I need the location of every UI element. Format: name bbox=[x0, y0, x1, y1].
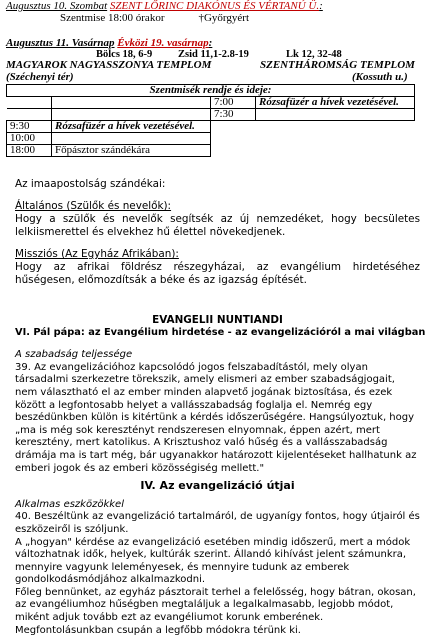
section-text-freedom: 39. Az evangelizációhoz kapcsolódó jogos felszabadítástól, mely olyan társadalmi szerkezetre törekszik, amely elismeri az ember szabadságjogait, nem választható el az ember minden alapvető jogának biztosítása, és ezek között a legfontosabb helyet a vallásszabadság foglalja el. Nemrég egy beszédünkben külön is kitértünk a kérdés időszerűségére. Hangsúlyoztuk, hogy „ma is még sok keresztényt rendszeresen elnyomnak, éppen azért, mert keresztény, mert katolikus. A Krisztushoz való hűség és a vallásszabadság drámája ma is tart még, bár ugyanakkor határozott kijelentéseket hallhatunk az emberi jogok és az emberi közösségiség mellett." bbox=[15, 361, 417, 474]
mission-intention-text: Hogy az afrikai földrész részegyházai, az evangélium hirdetéséhez hűségesen, előmozdítsák a béke és az igazság építését. bbox=[15, 261, 420, 286]
saturday-saint: SZENT LŐRINC DIAKÓNUS ÉS VÉRTANÚ Ü. bbox=[109, 0, 320, 12]
schedule-left-time: 10:00 bbox=[7, 133, 52, 145]
section-text-means-2: A „hogyan" kérdése az evangelizáció esetében mindig időszerű, mert a módok változhatnak idők, helyek, kultúrák szerint. Állandó kihívást jelent számunkra, mennyire vagyunk leleményesek, és mennyire tudunk az emberek gondolkodásmódjához alkalmazkodni. bbox=[15, 536, 411, 586]
sunday-colon: : bbox=[208, 37, 213, 49]
schedule-right-time: 7:30 bbox=[211, 109, 256, 121]
table-row bbox=[7, 121, 415, 133]
saturday-mass-intention: †Győrgyért bbox=[198, 12, 249, 24]
table-row bbox=[7, 109, 415, 121]
section-text-means-3: Főleg bennünket, az egyház pásztorait terhel a felelősség, hogy bátran, okosan, az evangéliumhoz hűségben megtaláljuk a legalkalmasabb, legjobb módot, miként adjuk tovább ezt az evangéliumot korunk emberének. Megfontolásunkban csupán a legfőbb módokra térünk ki. bbox=[15, 586, 416, 636]
saturday-date: Augusztus 10. Szombat bbox=[6, 0, 108, 12]
schedule-left-time: 18:00 bbox=[7, 145, 52, 157]
reading-gospel-text: Lk 12, 32-48 bbox=[286, 49, 342, 60]
schedule-right-time: 7:00 bbox=[211, 97, 256, 109]
schedule-right-text: Rózsafüzér a hívek vezetésével. bbox=[256, 97, 415, 109]
saturday-line bbox=[6, 0, 323, 12]
church-left-name: MAGYAROK NAGYASSZONYA TEMPLOM bbox=[6, 59, 212, 71]
schedule-title: Szentmisék rendje és ideje: bbox=[7, 85, 415, 97]
schedule-left-text: Főpásztor szándékára bbox=[52, 145, 211, 157]
saturday-mass-line bbox=[60, 12, 249, 24]
document-title: EVANGELII NUNTIANDI bbox=[152, 314, 283, 326]
reading-first: Bölcs 18, 6-9 bbox=[96, 49, 153, 60]
general-intention-title: Általános (Szülők és nevelők): bbox=[15, 200, 172, 212]
document-subtitle: VI. Pál pápa: az Evangélium hirdetése - az evangelizációról a mai világban bbox=[15, 326, 426, 338]
table-row bbox=[7, 145, 415, 157]
table-row bbox=[7, 97, 415, 109]
saturday-mass-time: Szentmise 18:00 órakor bbox=[60, 12, 165, 24]
mass-schedule-table bbox=[6, 84, 415, 157]
sunday-date: Augusztus 11. Vasárnap bbox=[6, 37, 115, 49]
reading-second-text: Zsid 11,1-2.8-19 bbox=[178, 49, 249, 60]
schedule-right-text bbox=[256, 109, 415, 121]
section-text-means-1: 40. Beszéltünk az evangelizáció tartalmáról, de ugyanígy fontos, hogy útjairól és eszközeiről is szóljunk. bbox=[15, 511, 420, 535]
church-right-address: (Kossuth u.) bbox=[352, 71, 408, 83]
prayer-intentions bbox=[15, 178, 420, 287]
general-intention-text: Hogy a szülők és nevelők segítsék az új nemzedéket, hogy becsületes lelkiismerettel és elvekhez hű élettel növekedjenek. bbox=[15, 213, 420, 238]
sunday-name: Évközi 19. vasárnap bbox=[117, 37, 209, 49]
table-row bbox=[7, 133, 415, 145]
document-section bbox=[15, 314, 426, 637]
section-title-freedom: A szabadság teljessége bbox=[15, 349, 133, 361]
prayer-heading: Az imaapostolság szándékai: bbox=[15, 178, 166, 190]
schedule-left-text bbox=[52, 133, 211, 145]
chapter-title: IV. Az evangelizáció útjai bbox=[140, 479, 295, 493]
schedule-left-text: Rózsafüzér a hívek vezetésével. bbox=[52, 121, 211, 133]
church-right-name: SZENTHÁROMSÁG TEMPLOM bbox=[260, 59, 415, 71]
schedule-left-time: 9:30 bbox=[7, 121, 52, 133]
mission-intention-title: Missziós (Az Egyház Afrikában): bbox=[15, 248, 179, 260]
saturday-colon: : bbox=[319, 0, 323, 12]
sunday-line bbox=[6, 37, 212, 49]
section-title-means: Alkalmas eszközökkel bbox=[15, 498, 124, 510]
church-left-address: (Széchenyi tér) bbox=[6, 71, 74, 83]
